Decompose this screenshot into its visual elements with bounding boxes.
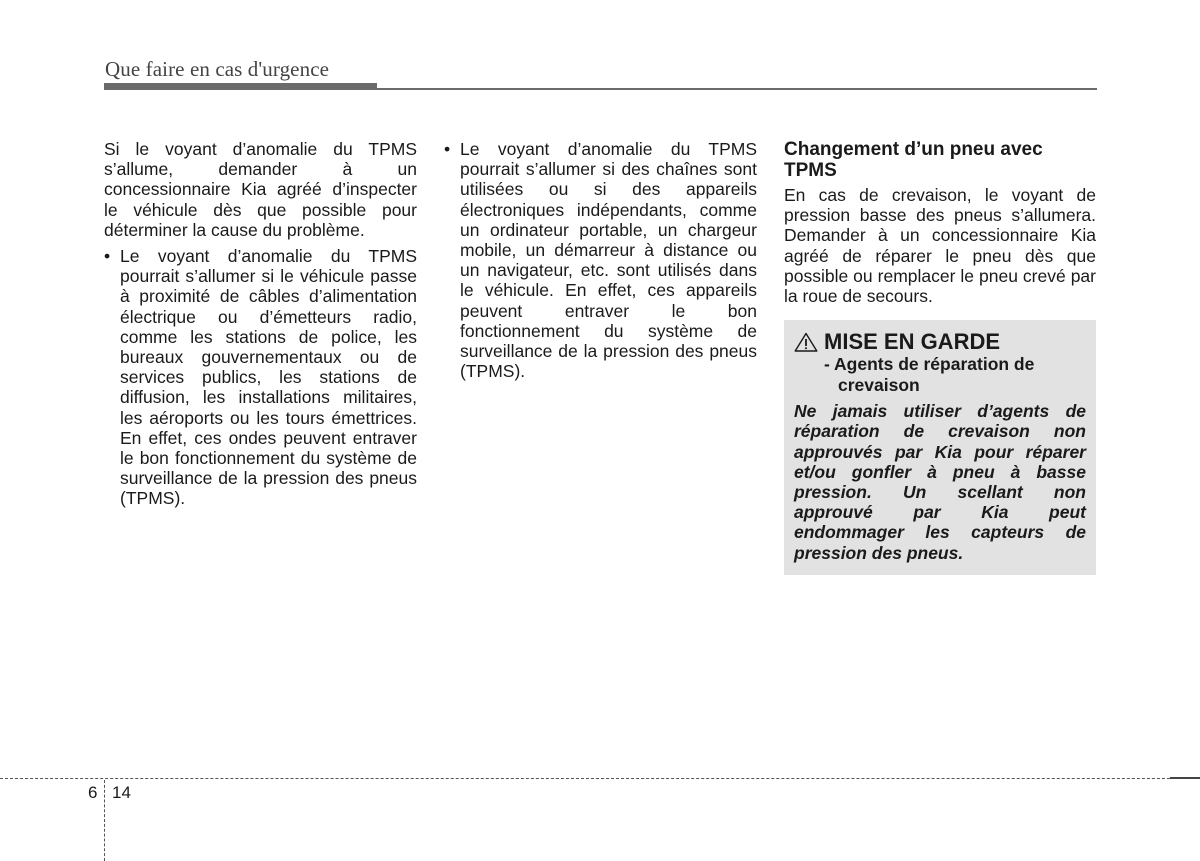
body-paragraph: En cas de crevaison, le voyant de pression basse des pneus s’allumera. Demander à un concessionnaire Kia agréé de réparer le pneu dès que possible ou remplacer le pneu crevé par la roue de secours. <box>784 185 1096 307</box>
warning-triangle-icon <box>794 332 818 352</box>
bullet-text: Le voyant d’anomalie du TPMS pourrait s’allumer si des chaînes sont utilisées ou si des appareils électroniques indépendants, comme un ordinateur portable, un chargeur mobile, un démarreur à distance ou un navigateur, etc. sont utilisés dans le véhicule. En effet, ces appareils peuvent entraver le bon fonctionnement du système de surveillance de la pression des pneus (TPMS). <box>460 139 757 382</box>
warning-box <box>784 320 1096 575</box>
section-title: Changement d’un pneu avec TPMS <box>784 139 1043 181</box>
footer-divider <box>104 780 105 861</box>
column-3 <box>784 139 1096 575</box>
section-header: Que faire en cas d'urgence <box>105 57 330 81</box>
chapter-number: 6 <box>88 783 98 802</box>
warning-title: MISE EN GARDE <box>824 329 1001 355</box>
bullet-text: Le voyant d’anomalie du TPMS pourrait s’allumer si le véhicule passe à proximité de câbles d’alimentation électrique ou d’émetteurs radio, comme les stations de police, les bureaux gouvernementaux ou de services publics, les stations de diffusion, les installations militaires, les aéroports ou les tours émettrices. En effet, ces ondes peuvent entraver le bon fonctionnement du système de surveillance de la pression des pneus (TPMS). <box>120 246 417 509</box>
intro-paragraph: Si le voyant d’anomalie du TPMS s’allume, demander à un concessionnaire Kia agréé d’inspecter le véhicule dès que possible pour déterminer la cause du problème. <box>104 139 417 240</box>
footer-rule-accent <box>1170 777 1200 779</box>
header-rule <box>104 88 1097 90</box>
bullet-marker: • <box>104 246 111 267</box>
column-1 <box>104 139 417 509</box>
warning-body: Ne jamais utiliser d’agents de réparation de crevaison non approuvés par Kia pour réparer et/ou gonfler à pneu à basse pression. Un scellant non approuvé par Kia peut endommager les capteurs de pression des pneus. <box>794 401 1086 563</box>
warning-title-row <box>794 330 1086 354</box>
bullet-marker: • <box>444 139 451 159</box>
column-2 <box>444 139 757 381</box>
warning-subtitle: - Agents de réparation de crevaison <box>824 354 1035 396</box>
bullet-item <box>444 139 757 381</box>
bullet-item <box>104 246 417 509</box>
footer-rule <box>0 778 1200 779</box>
page-number: 14 <box>112 783 131 802</box>
